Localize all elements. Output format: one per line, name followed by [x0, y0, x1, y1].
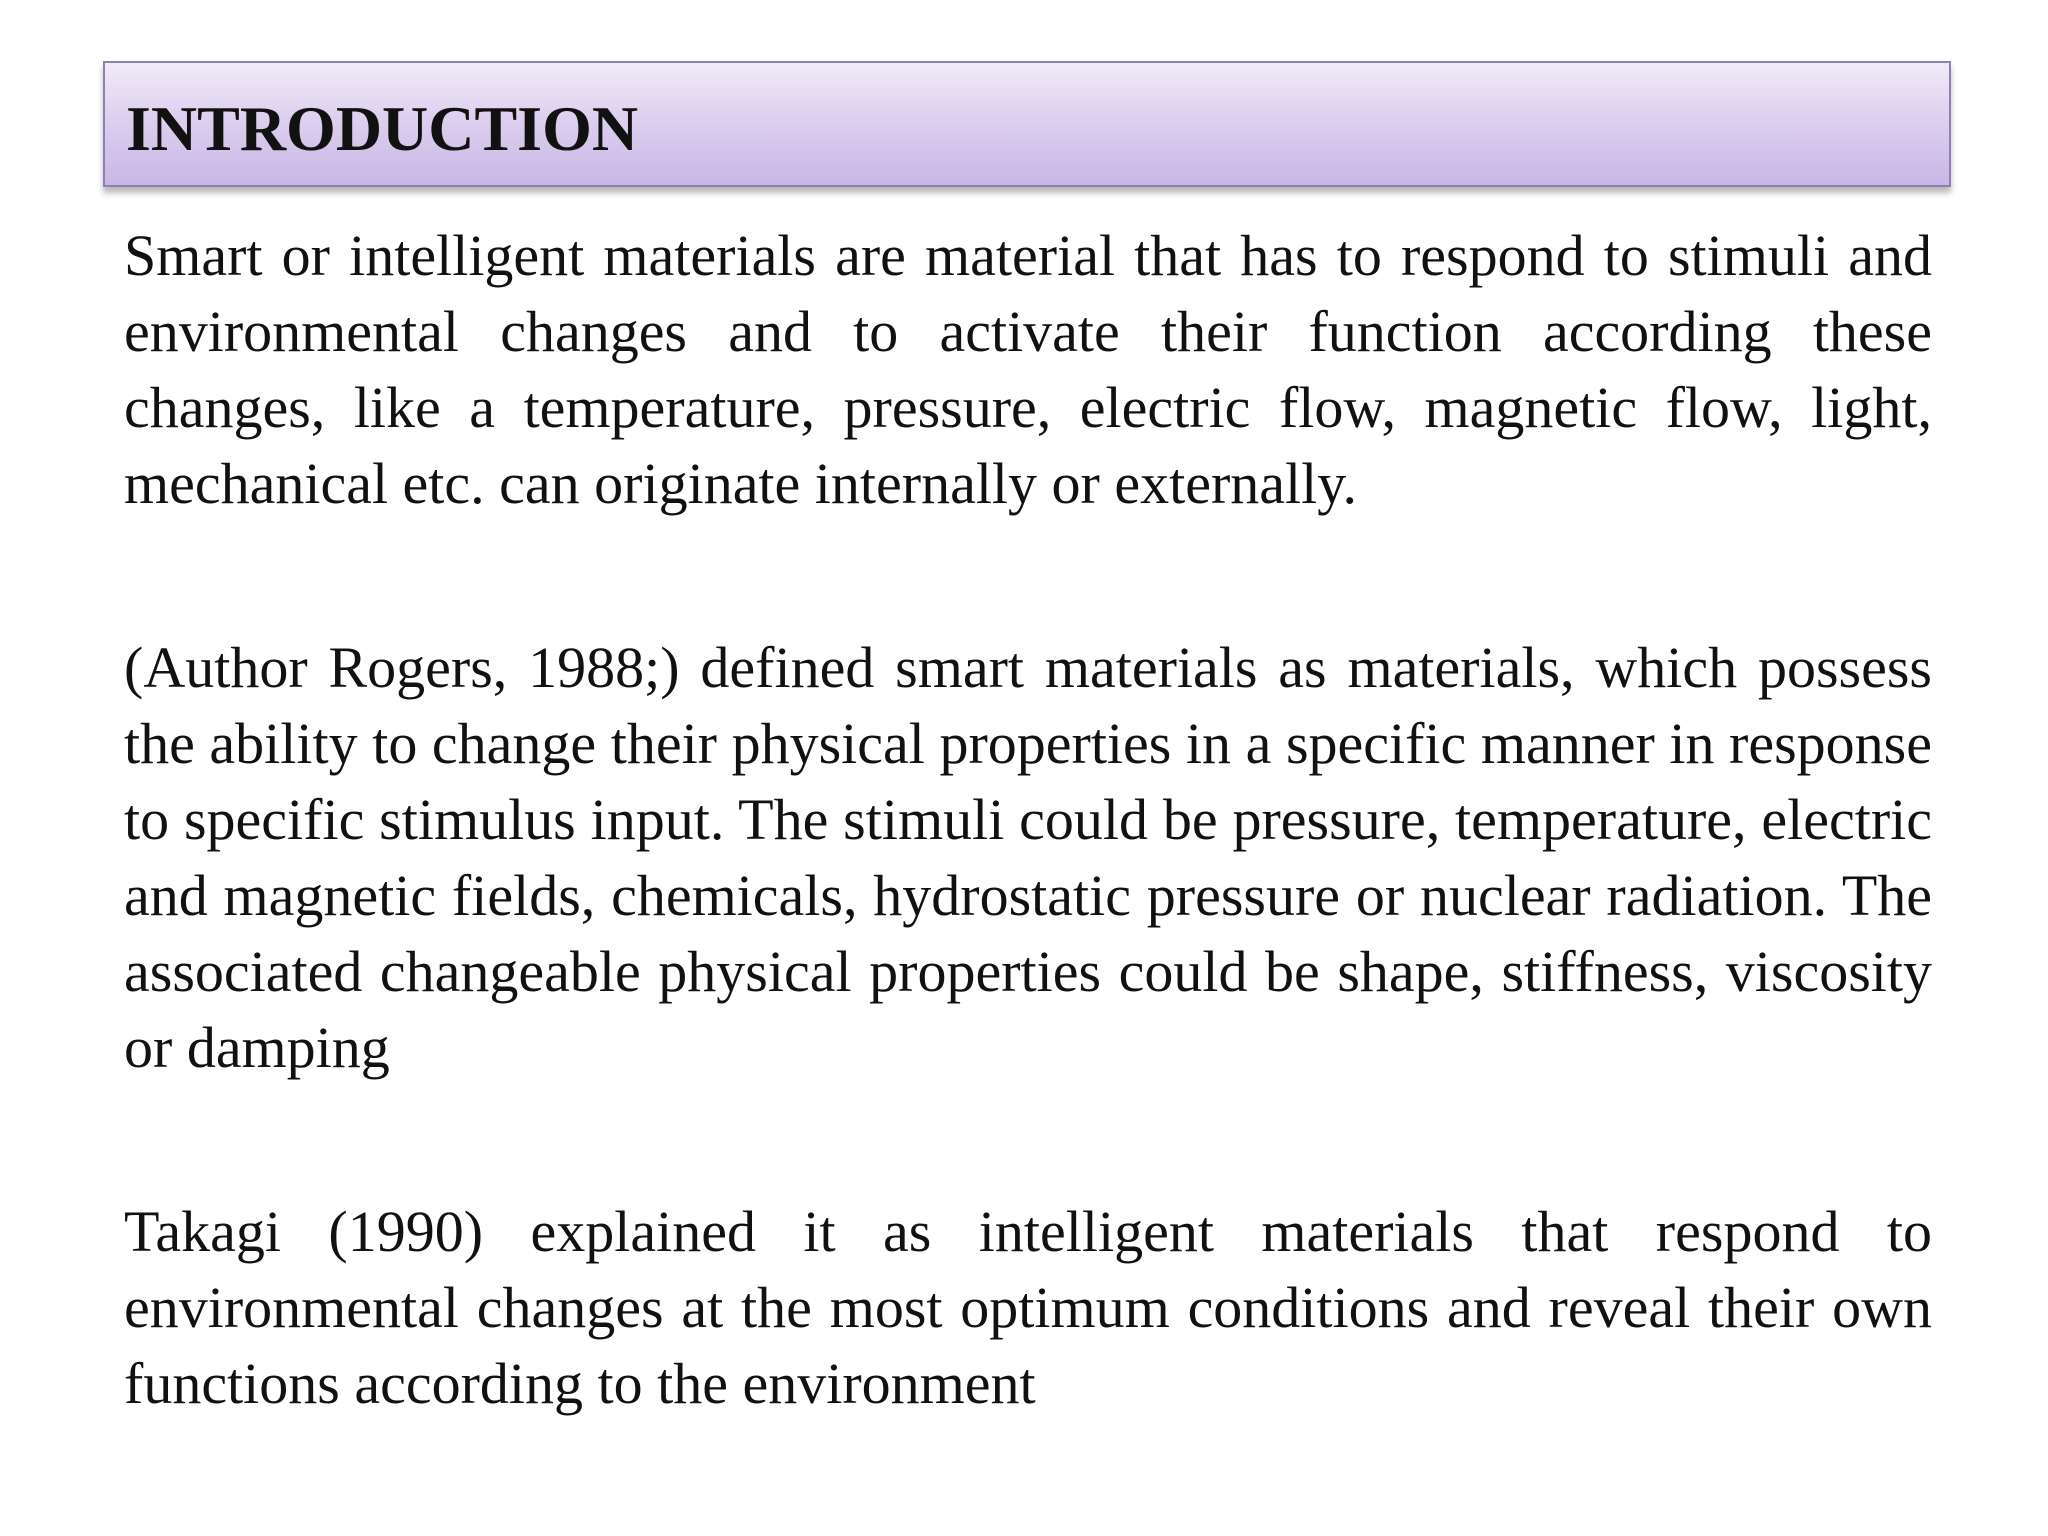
title-bar [103, 61, 1951, 187]
paragraph-smart-materials-definition: Smart or intelligent materials are material that has to respond to stimuli and environmental changes and to activate their function according these changes, like a temperature, pressure, electric flow, magnetic flow, light, mechanical etc. can originate internally or externally. [124, 223, 1932, 516]
paragraph-rogers-definition: (Author Rogers, 1988;) defined smart materials as materials, which possess the ability to change their physical properties in a specific manner in response to specific stimulus input. The stimuli could be pressure, temperature, electric and magnetic fields, chemicals, hydrostatic pressure or nuclear radiation. The associated changeable physical properties could be shape, stiffness, viscosity or damping [124, 635, 1932, 1080]
paragraph-takagi-definition: Takagi (1990) explained it as intelligent materials that respond to environmental changes at the most optimum conditions and reveal their own functions according to the environment [124, 1199, 1932, 1416]
slide-body [124, 218, 1932, 1422]
slide-title: INTRODUCTION [126, 93, 639, 164]
